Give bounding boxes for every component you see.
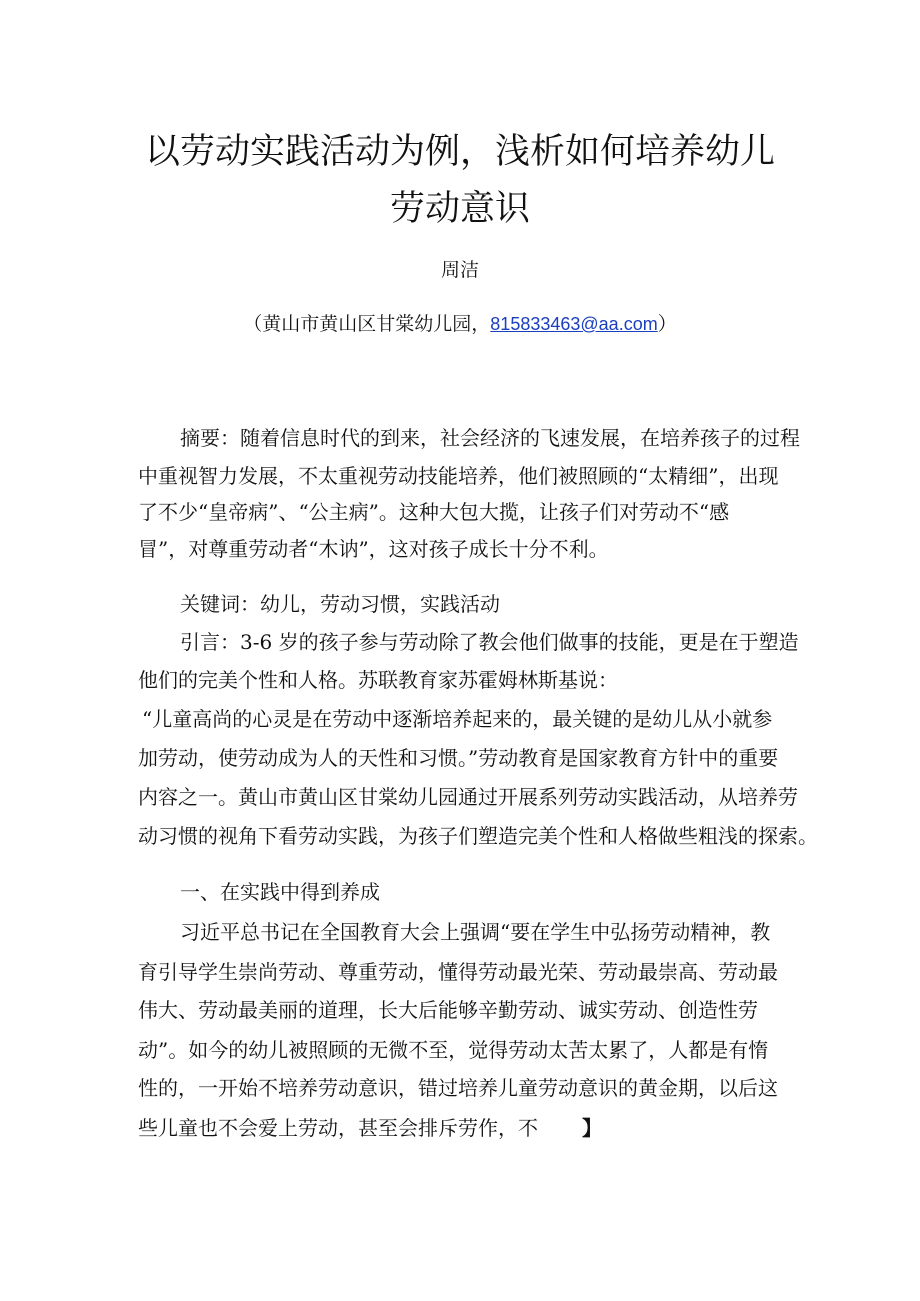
- intro-line: 动习惯的视角下看劳动实践，为孩子们塑造完美个性和人格做些粗浅的探索。: [138, 824, 818, 848]
- author-affiliation: [0, 311, 920, 337]
- author-name: 周洁: [440, 259, 479, 281]
- affiliation-open: （黄山市黄山区甘棠幼儿园，: [243, 313, 491, 335]
- abstract-line: 冒”，对尊重劳动者“木讷”，这对孩子成长十分不利。: [138, 537, 609, 561]
- email-link[interactable]: 815833463@aa.com: [490, 314, 658, 334]
- section-line: 性的，一开始不培养劳动意识，错过培养儿童劳动意识的黄金期，以后这: [138, 1076, 778, 1100]
- title-line-2: 劳动意识: [389, 189, 530, 229]
- section-line: 育引导学生崇尚劳动、尊重劳动，懂得劳动最光荣、劳动最崇高、劳动最: [138, 960, 778, 984]
- abstract-line: 了不少“皇帝病”、“公主病”。这种大包大揽，让孩子们对劳动不“感: [138, 500, 730, 524]
- intro-line: 加劳动，使劳动成为人的天性和习惯。”劳动教育是国家教育方针中的重要: [138, 746, 779, 770]
- intro-line: 内容之一。黄山市黄山区甘棠幼儿园通过开展系列劳动实践活动，从培养劳: [138, 785, 798, 809]
- abstract-line: 摘要：随着信息时代的到来，社会经济的飞速发展，在培养孩子的过程: [180, 426, 800, 450]
- intro-line: 引言：3-6 岁的孩子参与劳动除了教会他们做事的技能，更是在于塑造: [180, 630, 799, 654]
- keywords: 关键词：幼儿，劳动习惯，实践活动: [180, 592, 500, 616]
- intro-line: 他们的完美个性和人格。苏联教育家苏霍姆林斯基说：: [138, 668, 618, 692]
- section-line-text: 些儿童也不会爱上劳动，甚至会排斥劳作，不: [138, 1116, 538, 1140]
- intro-line: “儿童高尚的心灵是在劳动中逐渐培养起来的，最关键的是幼儿从小就参: [142, 707, 773, 731]
- section-line: 习近平总书记在全国教育大会上强调“要在学生中弘扬劳动精神，教: [180, 920, 771, 944]
- section-line: 伟大、劳动最美丽的道理，长大后能够辛勤劳动、诚实劳动、创造性劳: [138, 998, 758, 1022]
- section-heading: 一、在实践中得到养成: [180, 880, 380, 904]
- abstract-line: 中重视智力发展，不太重视劳动技能培养，他们被照顾的“太精细”，出现: [138, 464, 779, 488]
- title-line-1: 以劳动实践活动为例，浅析如何培养幼儿: [144, 132, 775, 172]
- trailing-bracket: 】: [582, 1116, 602, 1140]
- section-line-last: [138, 1114, 602, 1142]
- affiliation-close: ）: [657, 313, 677, 335]
- section-line: 动”。如今的幼儿被照顾的无微不至，觉得劳动太苦太累了，人都是有惰: [138, 1038, 769, 1062]
